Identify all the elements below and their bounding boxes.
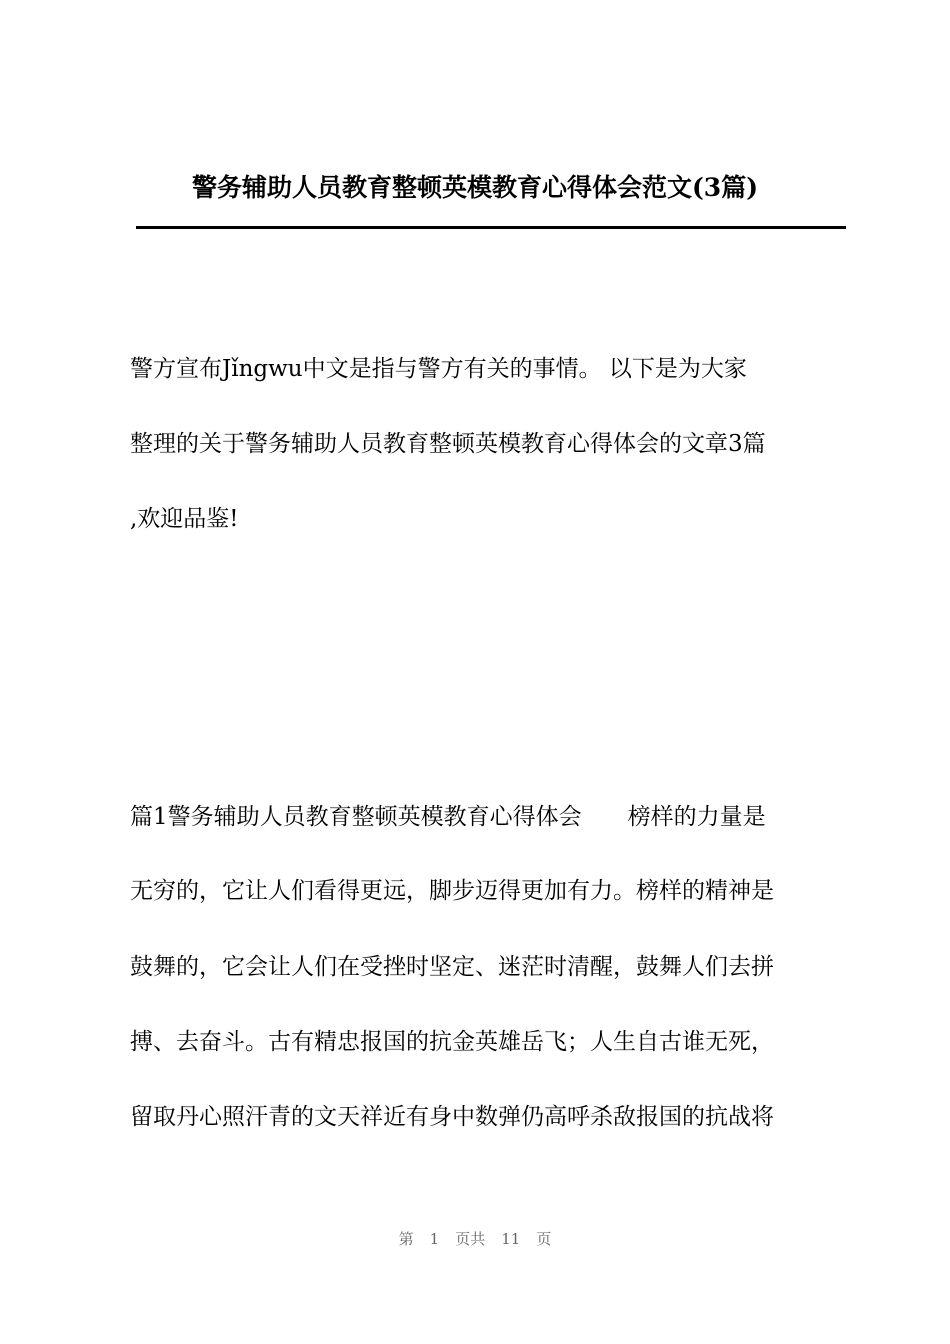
body-line-1: 篇1警务辅助人员教育整顿英模教育心得体会 榜样的力量是 [130, 804, 766, 830]
title-divider [136, 226, 846, 229]
body-line-3: 鼓舞的，它会让人们在受挫时坚定、迷茫时清醒，鼓舞人们去拼 [130, 954, 774, 980]
document-title: 警务辅助人员教育整顿英模教育心得体会范文(3篇) [191, 173, 759, 202]
footer-page-middle: 页共 [455, 1230, 486, 1248]
footer-page-number: 1 [429, 1230, 440, 1248]
body-line-4: 搏、去奋斗。古有精忠报国的抗金英雄岳飞；人生自古谁无死， [130, 1029, 774, 1055]
body-line-5: 留取丹心照汗青的文天祥近有身中数弹仍高呼杀敌报国的抗战将 [130, 1104, 774, 1130]
intro-line-1: 警方宣布Jǐngwu中文是指与警方有关的事情。 以下是为大家 [130, 356, 747, 382]
body-line-2: 无穷的，它让人们看得更远，脚步迈得更加有力。榜样的精神是 [130, 878, 774, 904]
footer-page-prefix: 第 [398, 1230, 414, 1248]
intro-line-2: 整理的关于警务辅助人员教育整顿英模教育心得体会的文章3篇 [130, 431, 766, 457]
footer-page-suffix: 页 [536, 1230, 552, 1248]
footer-total-pages: 11 [501, 1230, 521, 1248]
page-footer [0, 1228, 950, 1250]
intro-line-3: ,欢迎品鉴! [130, 506, 239, 532]
